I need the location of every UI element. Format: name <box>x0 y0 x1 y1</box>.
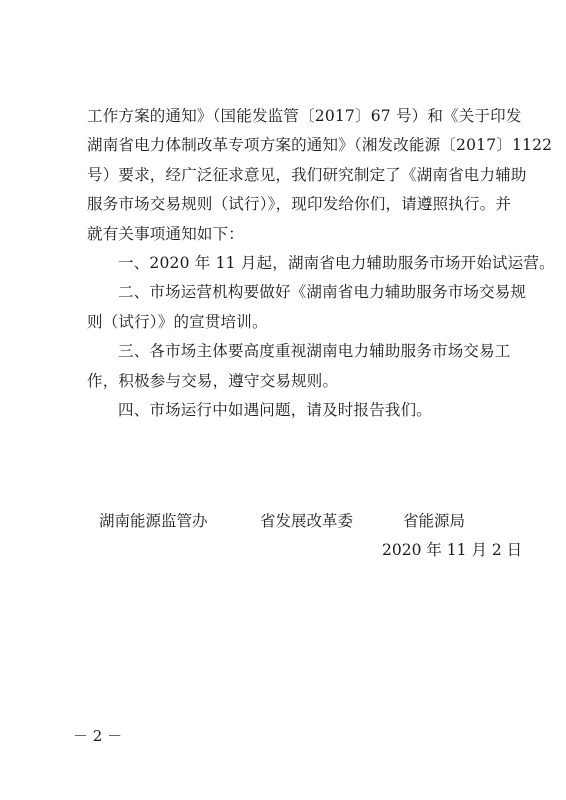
signatories <box>0 509 566 533</box>
item-3-line: 三、各市场主体要高度重视湖南电力辅助服务市场交易工 <box>118 342 511 361</box>
issue-date: 2020 年 11 月 2 日 <box>382 541 523 559</box>
body-line: 湖南省电力体制改革专项方案的通知》（湘发改能源〔2017〕1122 <box>87 136 553 155</box>
item-2-line: 则（试行）》的宣贯培训。 <box>87 312 268 331</box>
signatory-energy-regulatory-office: 湖南能源监管办 <box>99 512 208 530</box>
body-line: 号）要求，经广泛征求意见，我们研究制定了《湖南省电力辅助 <box>87 165 527 184</box>
body-line: 服务市场交易规则（试行）》，现印发给你们，请遵照执行。并 <box>87 195 512 214</box>
page-number: － 2 － <box>73 727 123 745</box>
signatory-development-reform-commission: 省发展改革委 <box>260 512 354 530</box>
notice-body <box>87 102 555 425</box>
signatory-energy-bureau: 省能源局 <box>403 512 466 530</box>
item-3-line: 作，积极参与交易，遵守交易规则。 <box>87 371 339 390</box>
item-4-line: 四、市场运行中如遇问题，请及时报告我们。 <box>118 401 433 420</box>
item-1-line: 一、2020 年 11 月起，湖南省电力辅助服务市场开始试运营。 <box>118 254 555 273</box>
item-2-line: 二、市场运营机构要做好《湖南省电力辅助服务市场交易规 <box>118 283 527 302</box>
body-line: 就有关事项通知如下： <box>87 224 245 243</box>
body-line: 工作方案的通知》（国能发监管〔2017〕67 号）和《关于印发 <box>87 107 522 125</box>
